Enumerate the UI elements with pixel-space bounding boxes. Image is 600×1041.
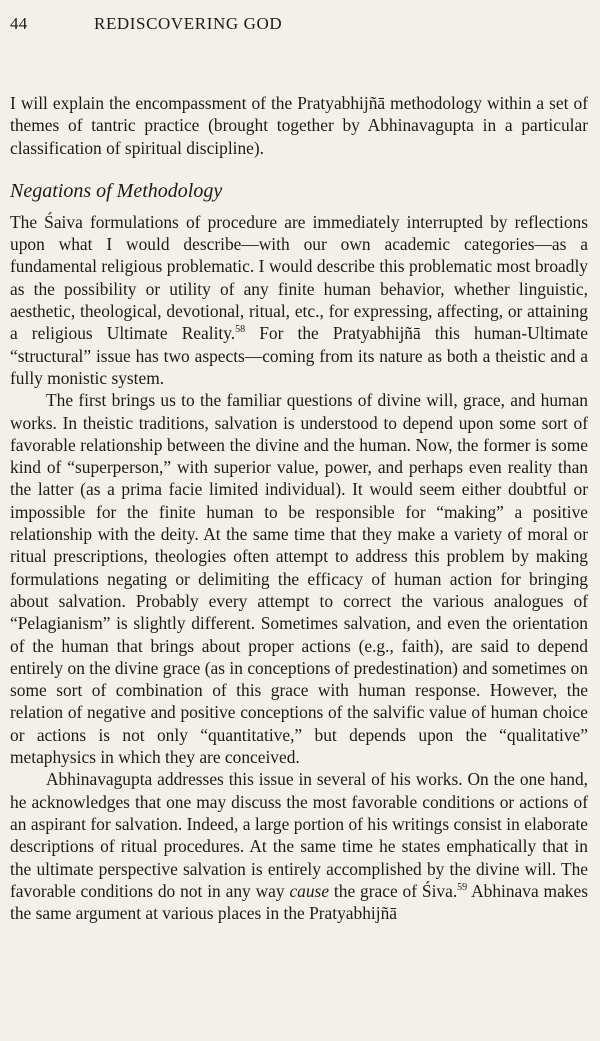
paragraph-3-middle: the grace of Śiva. [329, 880, 458, 901]
section-heading: Negations of Methodology [10, 179, 223, 202]
running-head [10, 14, 588, 44]
paragraph-1-text: The Śaiva formulations of procedure are immediately interrupted by reflections upon what I would describe—with our own academic categories—as a fundamental religious problematic. I would describe this problematic most broadly as the possibility or utility of any finite human behavior, whether linguistic, aesthetic, theological, devotional, ritual, etc., for expressing, affecting, or attaining a religious Ultimate Reality. [10, 211, 588, 344]
paragraph-1-tail: For the Pratyabhijñā this human-Ultimate “structural” issue has two aspects—coming from its nature as both a theistic and a fully monistic system. [10, 323, 589, 388]
footnote-ref-59: 59 [457, 882, 468, 893]
paragraph-1 [10, 211, 588, 389]
footnote-ref-58: 58 [235, 324, 246, 336]
paragraph-2: The first brings us to the familiar questions of divine will, grace, and human works. In theistic traditions, salvation is understood to depend upon some sort of favorable relationship between the divine and the human. Now, the former is some kind of “superperson,” with superior value, power, and perhaps even reality than the latter (as a prima facie limited individual). It would seem either doubtful or impossible for the finite human to be responsible for “making” a positive relationship with the deity. At the same time that they make a variety of moral or ritual prescriptions, theologies often attempt to address this problem by making formulations negating or delimiting the efficacy of human action for bringing about salvation. Probably every attempt to correct the various analogues of “Pelagianism” is slightly different. Sometimes salvation, and even the orientation of the human that brings about proper actions (e.g., faith), are said to depend entirely on the divine grace (as in conceptions of predestination) and sometimes on some sort of combination of this grace with human response. However, the relation of negative and positive conceptions of the salvific value of human choice or actions is not only “quantitative,” but depends upon the “qualitative” metaphysics in which they are conceived. [10, 390, 588, 768]
paragraph-3-text: Abhinavagupta addresses this issue in several of his works. On the one hand, he acknowledges that one may discuss the most favorable conditions or actions of an aspirant for salvation. Indeed, a large portion of his writings consist in elaborate descriptions of ritual procedures. At the same time he states emphatically that in the ultimate perspective salvation is entirely accomplished by the divine will. The favorable conditions do not in any way [10, 769, 588, 901]
running-title: REDISCOVERING GOD [94, 14, 283, 33]
page-number: 44 [10, 14, 28, 33]
body-text [10, 92, 588, 924]
intro-paragraph: I will explain the encompassment of the Pratyabhijñā methodology within a set of themes of tantric practice (brought together by Abhinavagupta in a particular classification of spiritual discipline). [10, 93, 588, 158]
paragraph-3 [10, 768, 588, 924]
emphasis-cause: cause [289, 880, 330, 901]
paragraph-3-tail: Abhinava makes the same argument at various places in the Pratyabhijñā [10, 880, 588, 924]
